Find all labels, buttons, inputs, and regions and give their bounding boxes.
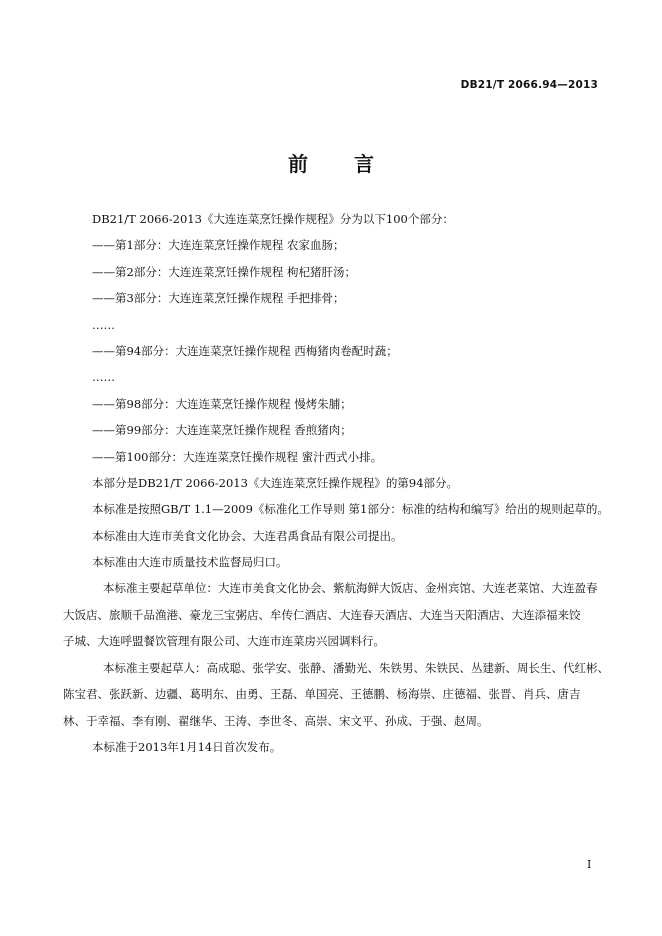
list-item: ——第99部分：大连连菜烹饪操作规程 香煎猪肉；	[92, 423, 352, 438]
paragraph-drafting-rule: 本标准是按照GB/T 1.1—2009《标准化工作导则 第1部分：标准的结构和编写》给出的规则起草的。	[92, 502, 609, 517]
paragraph-drafting-units	[63, 575, 603, 654]
paragraph-part-of: 本部分是DB21/T 2066-2013《大连连菜烹饪操作规程》的第94部分。	[92, 475, 459, 490]
list-item: ——第94部分：大连连菜烹饪操作规程 西梅猪肉卷配时蔬；	[92, 343, 398, 358]
list-intro: DB21/T 2066-2013《大连连菜烹饪操作规程》分为以下100个部分：	[92, 212, 454, 226]
page-title	[0, 148, 662, 177]
drafters-line-2: 陈宝君、张跃新、边疆、葛明东、由勇、王磊、单国亮、王德鹏、杨海崇、庄德福、张晋、肖兵、唐吉	[63, 687, 581, 702]
document-body	[63, 206, 609, 760]
paragraph-drafters	[63, 655, 609, 734]
list-ellipsis: ……	[92, 317, 115, 332]
drafters-line-1: 本标准主要起草人：高成聪、张学安、张静、潘勤光、朱铁男、朱铁民、丛建新、周长生、代红彬、	[103, 660, 609, 675]
title-char-2: 言	[354, 152, 374, 176]
list-item: ——第98部分：大连连菜烹饪操作规程 慢烤朱脯；	[92, 396, 352, 411]
drafting-units-line-1: 本标准主要起草单位：大连市美食文化协会、紫航海鲜大饭店、金州宾馆、大连老菜馆、大连盈春	[103, 581, 598, 596]
list-item: ——第100部分：大连连菜烹饪操作规程 蜜汁西式小排。	[92, 449, 383, 464]
paragraph-managed-by: 本标准由大连市质量技术监督局归口。	[92, 555, 288, 570]
list-ellipsis: ……	[92, 370, 115, 385]
title-char-1: 前	[288, 152, 308, 176]
paragraph-published: 本标准于2013年1月14日首次发布。	[92, 739, 282, 754]
page-number: I	[587, 858, 592, 871]
drafting-units-line-2: 大饭店、旅顺千品渔港、豪龙三宝粥店、牟传仁酒店、大连春天酒店、大连当天阳酒店、大连添福来饺	[63, 607, 581, 622]
paragraph-proposed-by: 本标准由大连市美食文化协会、大连君禹食品有限公司提出。	[92, 528, 403, 543]
list-item: ——第1部分：大连连菜烹饪操作规程 农家血肠；	[92, 238, 345, 253]
document-code: DB21/T 2066.94—2013	[460, 79, 598, 91]
drafters-line-3: 林、于幸福、李有刚、翟继华、王涛、李世冬、高崇、宋文平、孙成、于强、赵周。	[63, 713, 489, 728]
list-item: ——第2部分：大连连菜烹饪操作规程 枸杞猪肝汤；	[92, 264, 356, 279]
list-item: ——第3部分：大连连菜烹饪操作规程 手把排骨；	[92, 291, 345, 306]
drafting-units-line-3: 子城、大连呼盟餐饮管理有限公司、大连市连菜房兴园调料行。	[63, 634, 385, 649]
